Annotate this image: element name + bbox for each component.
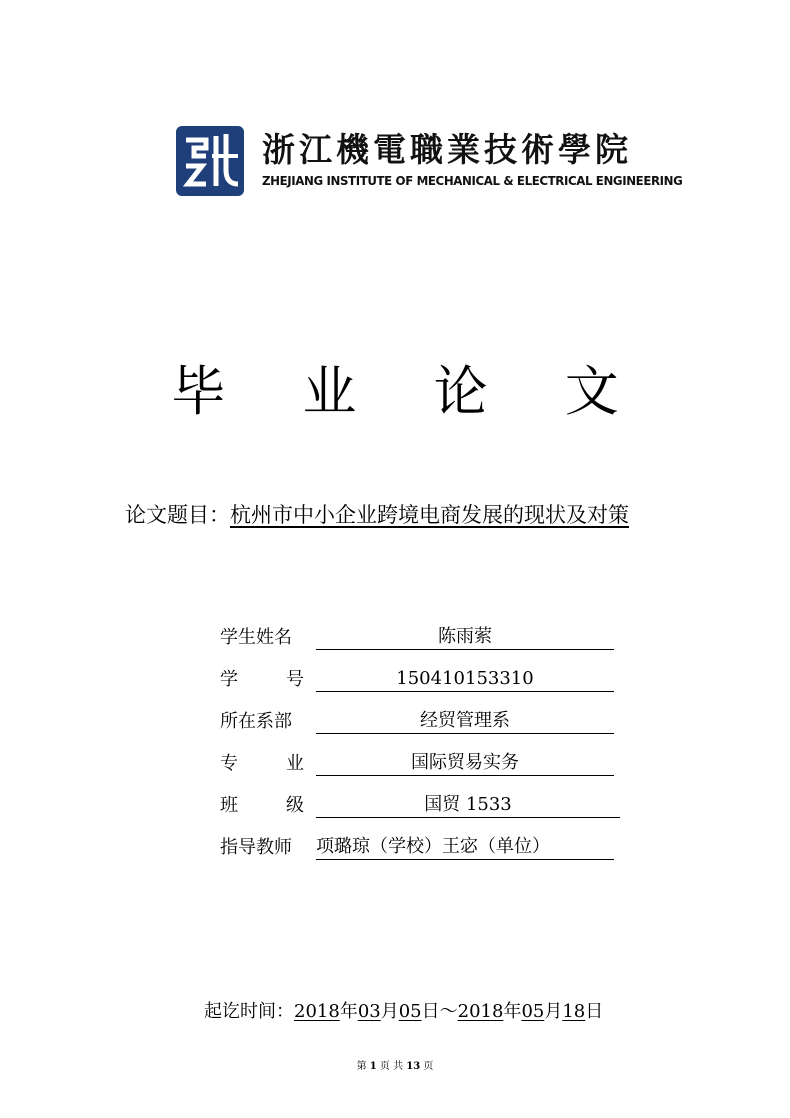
- thesis-topic: [125, 500, 629, 530]
- student-id-value: 150410153310: [316, 666, 614, 692]
- page-number: 1: [369, 1061, 377, 1072]
- student-id-label-b: 号: [286, 669, 304, 690]
- start-year: 2018: [294, 1001, 340, 1022]
- document-title: 毕 业 论 文: [171, 360, 649, 423]
- date-range-prefix: 起讫时间：: [204, 1001, 294, 1022]
- student-id-label: [220, 666, 304, 694]
- end-day: 18: [562, 1001, 586, 1022]
- class-label-b: 级: [286, 795, 304, 816]
- class-value: 国贸 1533: [316, 792, 620, 818]
- date-separator: ～: [439, 1001, 458, 1022]
- start-month: 03: [357, 1001, 381, 1022]
- major-label-a: 专: [220, 753, 238, 774]
- end-month-char: 月: [544, 1001, 563, 1022]
- school-emblem-icon: [176, 126, 244, 196]
- page-footer: [0, 1060, 790, 1074]
- start-day: 05: [398, 1001, 422, 1022]
- class-label-a: 班: [220, 795, 238, 816]
- thesis-topic-value: 杭州市中小企业跨境电商发展的现状及对策: [230, 503, 629, 527]
- page-prefix: 第: [356, 1061, 367, 1072]
- school-name-cn: 浙江機電職業技術學院: [262, 130, 632, 169]
- advisor-value: 项璐琼（学校）王宓（单位）: [316, 834, 614, 860]
- class-label: [220, 792, 304, 820]
- student-id-label-a: 学: [220, 669, 238, 690]
- department-value: 经贸管理系: [316, 708, 614, 734]
- start-month-char: 月: [380, 1001, 399, 1022]
- student-name-value: 陈雨萦: [316, 624, 614, 650]
- page-mid: 页 共: [379, 1061, 404, 1072]
- end-month: 05: [521, 1001, 545, 1022]
- major-label: [220, 750, 304, 778]
- student-name-label: 学生姓名: [220, 627, 292, 648]
- start-day-char: 日: [421, 1001, 440, 1022]
- page-suffix: 页: [423, 1061, 434, 1072]
- school-name-en: ZHEJIANG INSTITUTE OF MECHANICAL & ELECTRICAL ENGINEERING: [262, 173, 683, 188]
- school-logo: [176, 126, 683, 198]
- start-year-char: 年: [339, 1001, 358, 1022]
- end-day-char: 日: [585, 1001, 604, 1022]
- advisor-label: 指导教师: [220, 837, 292, 858]
- end-year-char: 年: [503, 1001, 522, 1022]
- page-total: 13: [406, 1061, 421, 1072]
- end-year: 2018: [457, 1001, 504, 1022]
- date-range: [204, 998, 603, 1026]
- major-label-b: 业: [286, 753, 304, 774]
- department-label: 所在系部: [220, 711, 292, 732]
- major-value: 国际贸易实务: [316, 750, 614, 776]
- thesis-topic-label: 论文题目：: [125, 503, 230, 527]
